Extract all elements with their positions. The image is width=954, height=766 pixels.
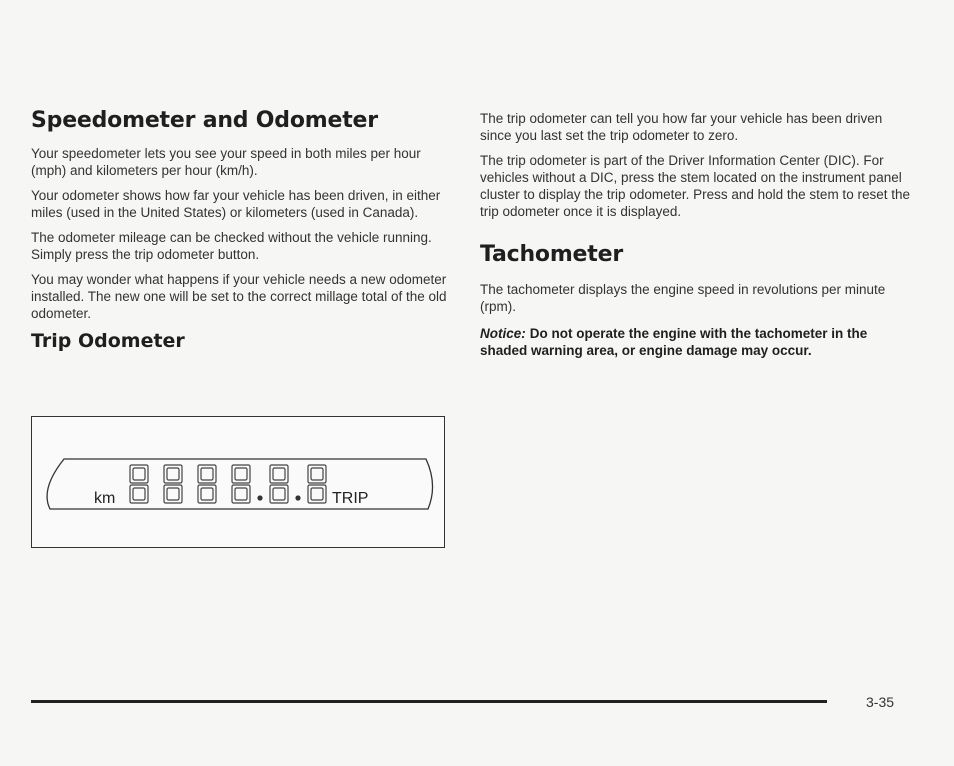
odometer-digit	[270, 465, 288, 503]
odometer-display-svg	[32, 417, 446, 549]
page-number: 3-35	[866, 694, 895, 710]
footer-rule	[31, 700, 827, 703]
digit-segment	[273, 488, 285, 500]
digit-segment	[167, 488, 179, 500]
digit-segment	[201, 468, 213, 480]
digit-segment	[201, 488, 213, 500]
digit-segment	[235, 488, 247, 500]
digit-segment	[311, 468, 323, 480]
notice-block	[480, 325, 910, 359]
paragraph-trip-odometer: The trip odometer can tell you how far your vehicle has been driven since you last set the trip odometer to zero.	[480, 111, 883, 143]
digit-segment	[311, 488, 323, 500]
odometer-display-illustration	[31, 416, 445, 548]
heading-speedometer-odometer: Speedometer and Odometer	[31, 108, 378, 133]
left-column	[31, 108, 451, 362]
odometer-digit	[130, 465, 148, 503]
paragraph-dic: The trip odometer is part of the Driver Information Center (DIC). For vehicles without a DIC, press the stem located on the instrument panel cluster to display the trip odometer. Press and hold the stem to reset the trip odometer once it is displayed.	[480, 153, 910, 219]
paragraph-speedometer: Your speedometer lets you see your speed in both miles per hour (mph) and kilometers per hour (km/h).	[31, 146, 421, 178]
notice-label: Notice:	[480, 326, 526, 341]
unit-label: km	[94, 490, 116, 507]
digit-segment	[273, 468, 285, 480]
odometer-digit	[308, 465, 326, 503]
paragraph-tachometer: The tachometer displays the engine speed in revolutions per minute (rpm).	[480, 282, 886, 314]
odometer-digit	[232, 465, 250, 503]
decimal-point-1	[257, 495, 262, 500]
paragraph-odometer-replacement: You may wonder what happens if your vehicle needs a new odometer installed. The new one will be set to the correct millage total of the old odometer.	[31, 272, 447, 321]
mode-label: TRIP	[332, 490, 369, 507]
paragraph-odometer-check: The odometer mileage can be checked without the vehicle running. Simply press the trip odometer button.	[31, 230, 432, 262]
right-column	[480, 110, 910, 359]
heading-trip-odometer: Trip Odometer	[31, 330, 185, 352]
paragraph-odometer: Your odometer shows how far your vehicle has been driven, in either miles (used in the United States) or kilometers (used in Canada).	[31, 188, 441, 220]
digit-segment	[167, 468, 179, 480]
odometer-digit	[198, 465, 216, 503]
heading-tachometer: Tachometer	[480, 242, 623, 267]
digit-segment	[133, 468, 145, 480]
decimal-point-2	[295, 495, 300, 500]
notice-text: Do not operate the engine with the tachometer in the shaded warning area, or engine damage may occur.	[480, 326, 868, 358]
odometer-digit	[164, 465, 182, 503]
digit-segment	[235, 468, 247, 480]
digit-segment	[133, 488, 145, 500]
